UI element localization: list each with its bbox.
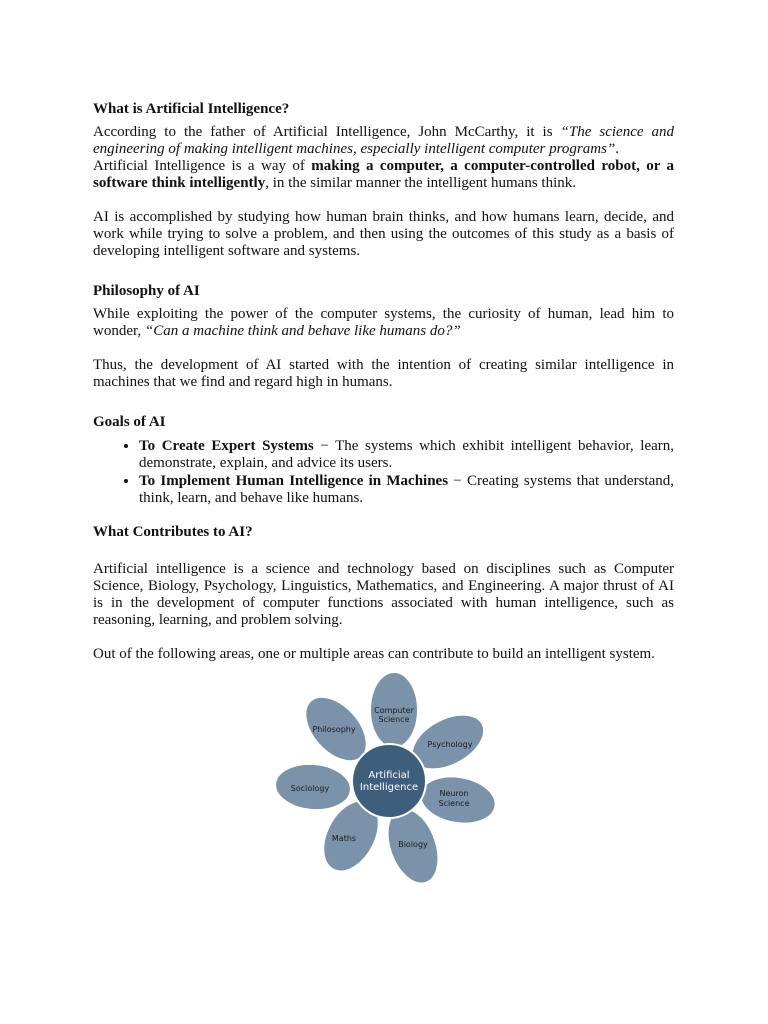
mccarthy-quote: “The science and engineering of making intelligent machines, especially intelligent computer programs” (93, 124, 674, 157)
center-label-line2: Intelligence (359, 782, 419, 793)
document-body (93, 100, 674, 663)
goals-list (93, 437, 674, 507)
heading-contributes: What Contributes to AI? (93, 524, 253, 540)
paragraph-disciplines: Artificial intelligence is a science and technology based on disciplines such as Computer Science, Biology, Psychology, Linguistics, Mathematics, and Engineering. A major thrust of AI is in the development of computer functions associated with human intelligence, such as reasoning, learning, and problem solving. (93, 561, 674, 628)
philosophy-text: While exploiting the power of the computer systems, the curiosity of human, lead him to wonder, (93, 306, 674, 339)
label-sociology: Sociology (290, 784, 330, 793)
label-maths: Maths (331, 834, 357, 843)
way-text: Artificial Intelligence is a way of (93, 158, 312, 174)
goal-desc: − The systems which exhibit intelligent behavior, learn, demonstrate, explain, and advice its users. (139, 438, 675, 471)
ai-disciplines-diagram (273, 670, 499, 886)
center-label-line1: Artificial (368, 770, 410, 781)
label-philosophy: Philosophy (312, 725, 356, 734)
list-item (139, 437, 674, 472)
label-biology: Biology (398, 840, 428, 849)
paragraph-definition (93, 124, 674, 192)
goal-desc: − Creating systems that understand, think, learn, and behave like humans. (139, 473, 674, 506)
definition-period: . (615, 141, 620, 157)
heading-what-is-ai: What is Artificial Intelligence? (93, 101, 290, 117)
paragraph-areas: Out of the following areas, one or multiple areas can contribute to build an intelligent system. (93, 646, 655, 662)
label-neuron-line1: Neuron (439, 789, 469, 798)
definition-text: According to the father of Artificial Intelligence, John McCarthy, it is (93, 124, 561, 140)
list-item (139, 472, 674, 507)
label-computer-line2: Science (378, 715, 410, 724)
heading-philosophy: Philosophy of AI (93, 283, 200, 299)
paragraph-philosophy (93, 306, 674, 340)
paragraph-development: Thus, the development of AI started with the intention of creating similar intelligence in machines that we find and regard high in humans. (93, 357, 674, 390)
goal-title: To Implement Human Intelligence in Machines (139, 473, 449, 489)
label-computer-line1: Computer (374, 706, 414, 715)
label-neuron-line2: Science (438, 799, 470, 808)
way-bold: making a computer, a computer-controlled robot, or a software think intelligently (93, 158, 674, 191)
goal-title: To Create Expert Systems (139, 438, 314, 454)
heading-goals: Goals of AI (93, 414, 166, 430)
way-text-end: , in the similar manner the intelligent humans think. (265, 175, 577, 191)
paragraph-accomplished: AI is accomplished by studying how human brain thinks, and how humans learn, decide, and work while trying to solve a problem, and then using the outcomes of this study as a basis of developing intelligent software and systems. (93, 209, 674, 259)
label-psychology: Psychology (427, 740, 473, 749)
center-circle (352, 744, 426, 818)
philosophy-quote: “Can a machine think and behave like humans do?” (144, 323, 461, 339)
